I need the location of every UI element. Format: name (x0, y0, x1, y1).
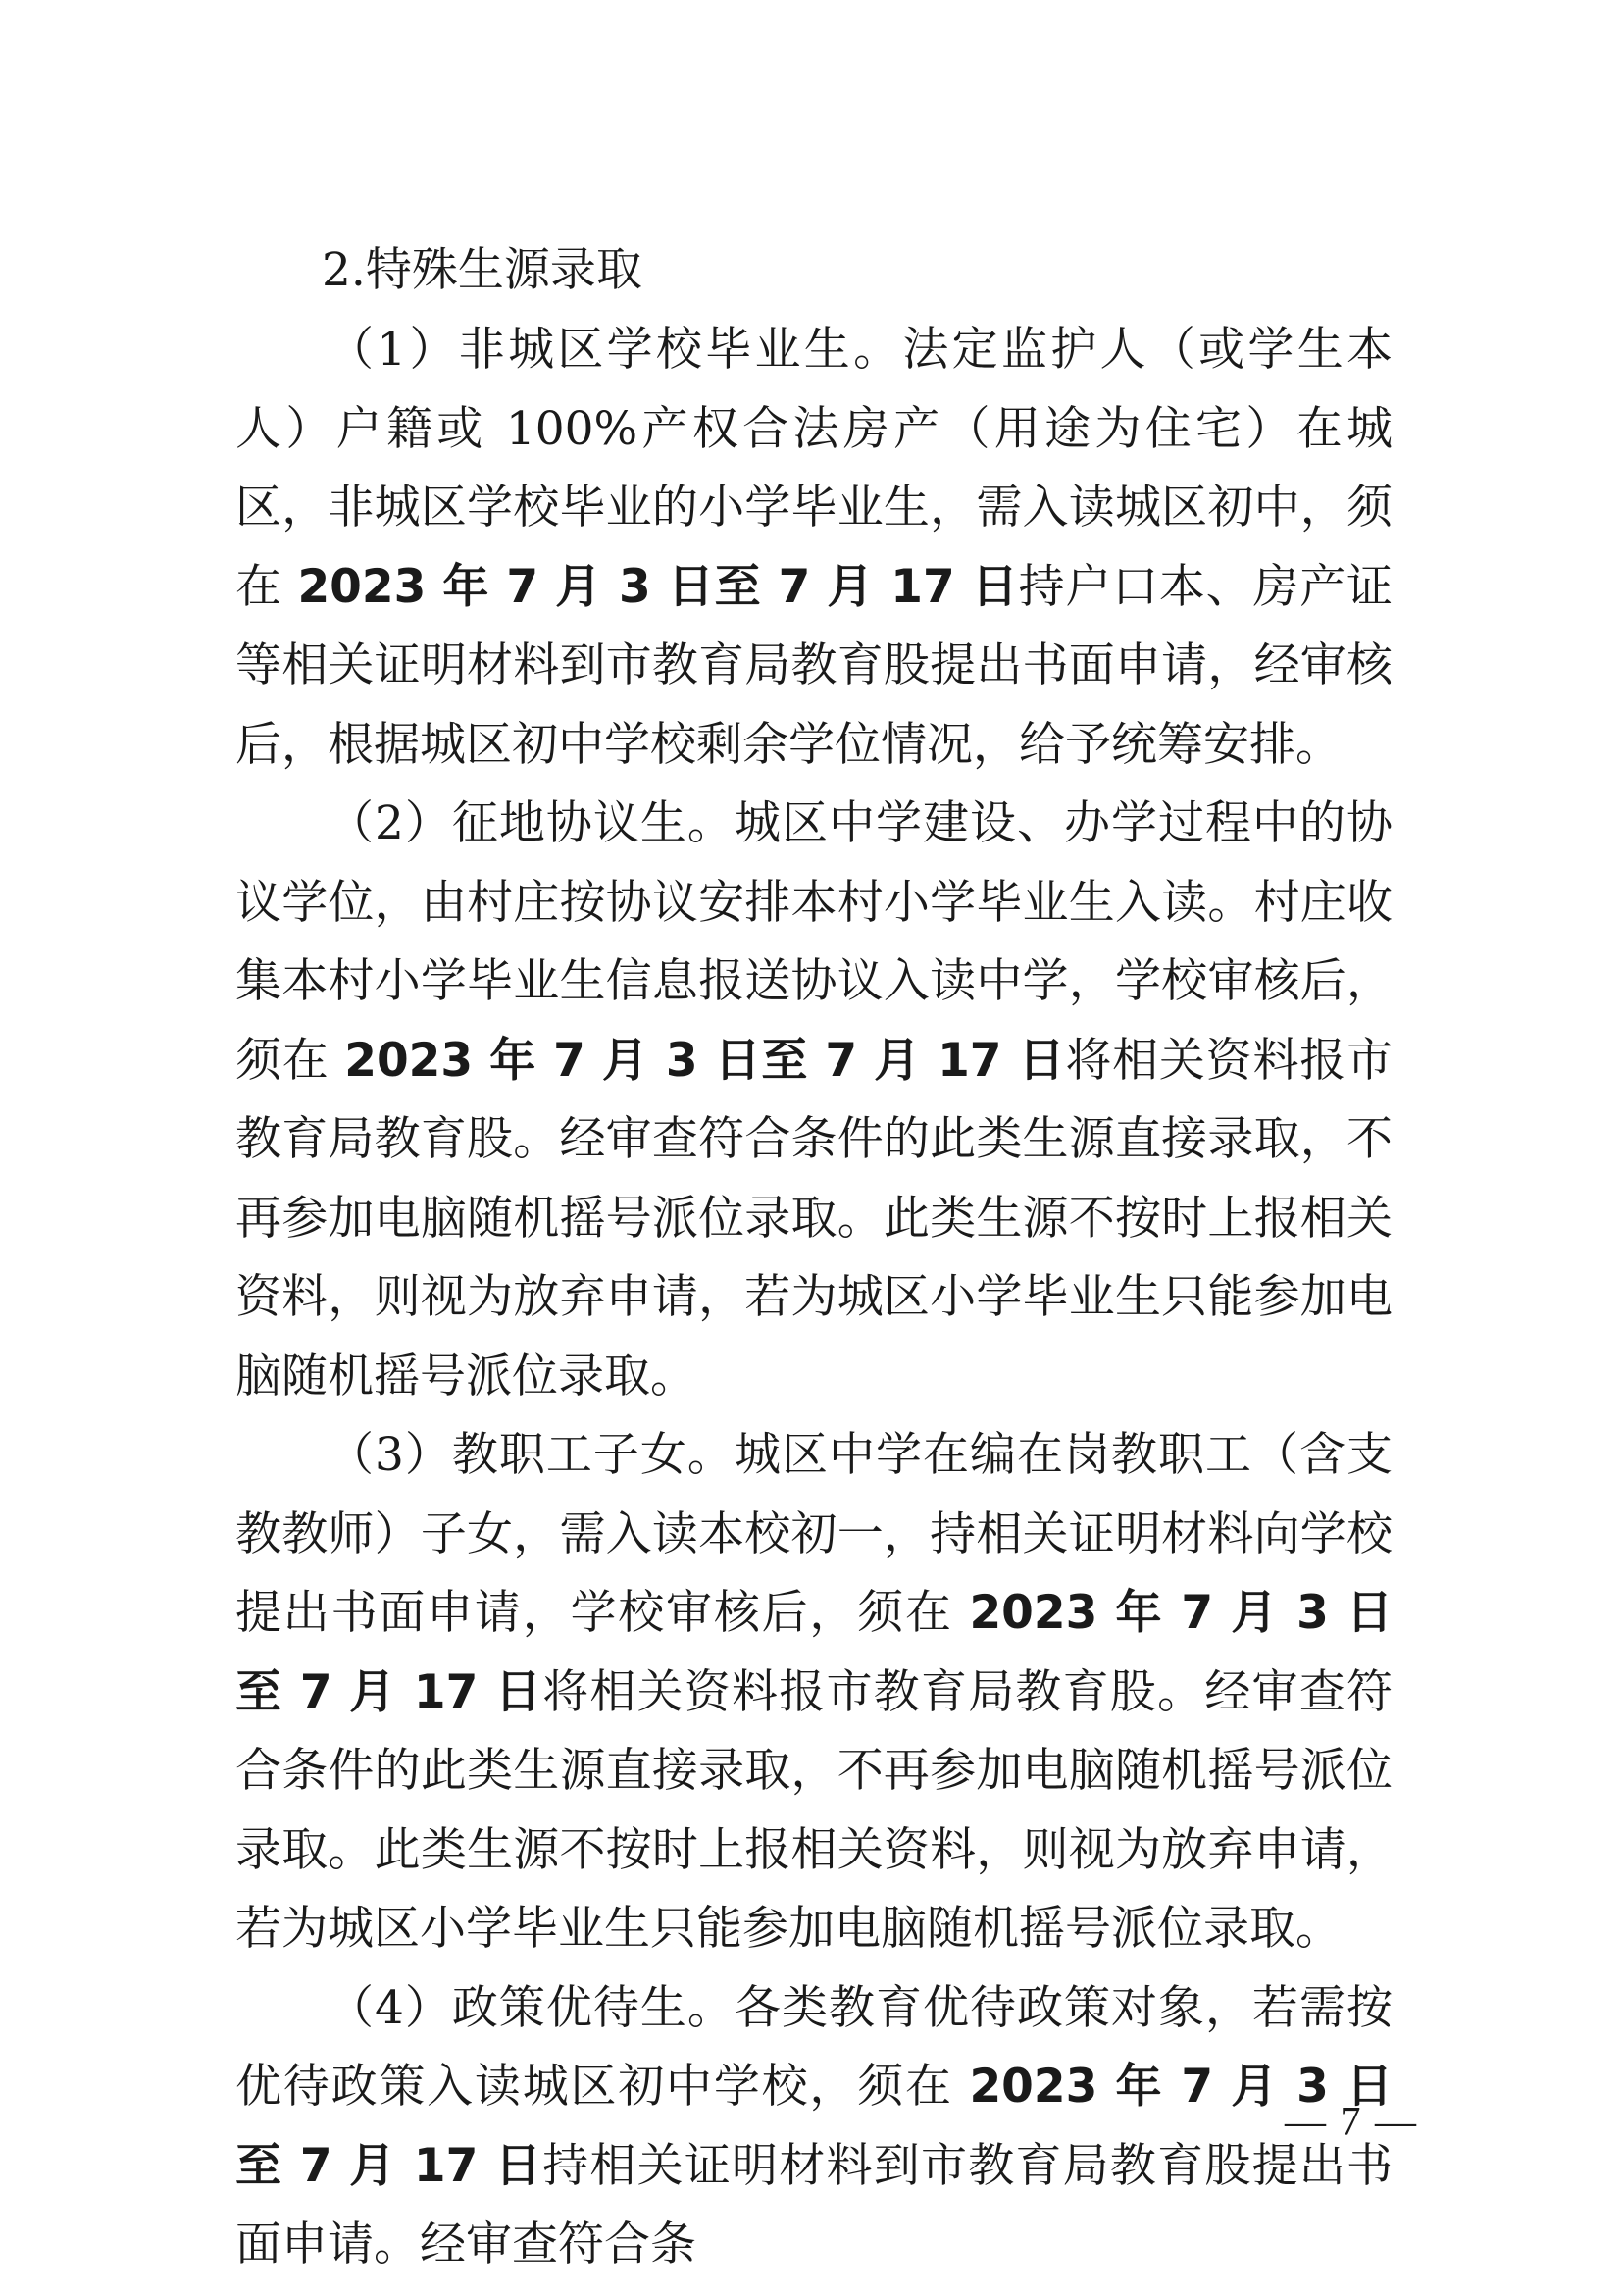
paragraph-1-text-a: （1）非城区学校毕业生。法定监护人（或学生本人）户籍或 100%产权合法房产（用途为住宅）在城区，非城区学校毕业的小学毕业生，需入读城区初中，须在 (235, 323, 1393, 614)
paragraph-3-date-range: 2023 年 7 月 3 日至 7 月 17 日 (235, 1586, 1393, 1719)
paragraph-4-text-b: 持相关证明材料到市教育局教育股提出书面申请。经审查符合条 (235, 2138, 1394, 2271)
paragraph-1-text-b: 持户口本、房产证等相关证明材料到市教育局教育股提出书面申请，经审核后，根据城区初中学校剩余学位情况，给予统筹安排。 (235, 559, 1393, 772)
page-number: — 7 — (1285, 2100, 1418, 2145)
paragraph-3-text-b: 将相关资料报市教育局教育股。经审查符合条件的此类生源直接录取，不再参加电脑随机摇号派位录取。此类生源不按时上报相关资料，则视为放弃申请，若为城区小学毕业生只能参加电脑随机摇号派位录取。 (235, 1664, 1394, 1956)
paragraph-1 (235, 311, 1393, 785)
section-heading: 2.特殊生源录取 (322, 243, 642, 297)
paragraph-4 (235, 1969, 1393, 2285)
paragraph-2-date-range: 2023 年 7 月 3 日至 7 月 17 日 (344, 1033, 1066, 1088)
paragraph-2-text-b: 将相关资料报市教育局教育股。经审查符合条件的此类生源直接录取，不再参加电脑随机摇号派位录取。此类生源不按时上报相关资料，则视为放弃申请，若为城区小学毕业生只能参加电脑随机摇号派位录取。 (235, 1033, 1393, 1403)
paragraph-3 (235, 1416, 1393, 1969)
paragraph-3-text-a: （3）教职工子女。城区中学在编在岗教职工（含支教教师）子女，需入读本校初一，持相关证明材料向学校提出书面申请，学校审核后，须在 (235, 1428, 1393, 1640)
section-body (235, 311, 1393, 2285)
paragraph-4-date-range: 2023 年 7 月 3 日至 7 月 17 日 (235, 2060, 1393, 2193)
paragraph-2-text-a: （2）征地协议生。城区中学建设、办学过程中的协议学位，由村庄按协议安排本村小学毕业生入读。村庄收集本村小学毕业生信息报送协议入读中学，学校审核后，须在 (235, 796, 1393, 1088)
paragraph-1-date-range: 2023 年 7 月 3 日至 7 月 17 日 (297, 559, 1019, 614)
paragraph-2 (235, 785, 1393, 1416)
paragraph-4-text-a: （4）政策优待生。各类教育优待政策对象，若需按优待政策入读城区初中学校，须在 (235, 1980, 1393, 2114)
